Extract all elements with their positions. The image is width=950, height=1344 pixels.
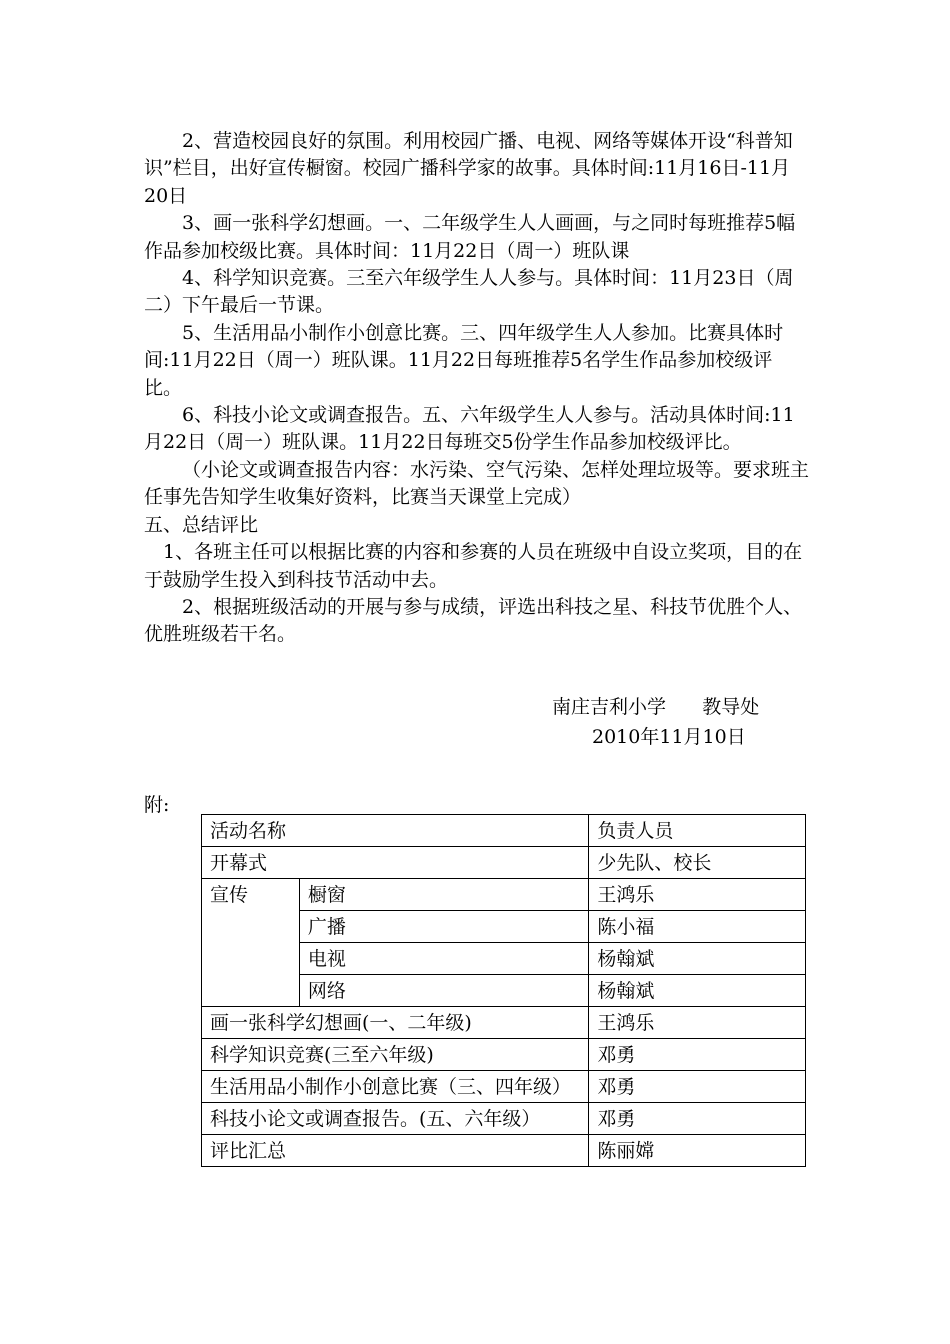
header-activity: 活动名称 bbox=[202, 815, 589, 847]
table-row bbox=[202, 1039, 806, 1071]
paragraph-summary-2: 2、根据班级活动的开展与参与成绩，评选出科技之星、科技节优胜个人、优胜班级若干名。 bbox=[144, 595, 803, 646]
table-row bbox=[202, 1103, 806, 1135]
person-cell: 杨翰斌 bbox=[589, 975, 806, 1007]
paragraph-item-2: 2、营造校园良好的氛围。利用校园广播、电视、网络等媒体开设“科普知识”栏目，出好宣传橱窗。校园广播科学家的故事。具体时间:11月16日-11月20日 bbox=[144, 130, 793, 207]
person-cell: 邓勇 bbox=[589, 1103, 806, 1135]
publicity-item-cell: 网络 bbox=[299, 975, 588, 1007]
table-row bbox=[202, 879, 806, 911]
activity-cell: 生活用品小制作小创意比赛（三、四年级） bbox=[202, 1071, 589, 1103]
paragraph-note: （小论文或调查报告内容：水污染、空气污染、怎样处理垃圾等。要求班主任事先告知学生收集好资料，比赛当天课堂上完成） bbox=[144, 458, 810, 509]
publicity-item-cell: 电视 bbox=[299, 943, 588, 975]
signature-organization: 南庄吉利小学 教导处 bbox=[552, 696, 760, 718]
table-header-row bbox=[202, 815, 806, 847]
paragraph-item-4: 4、科学知识竞赛。三至六年级学生人人参与。具体时间：11月23日（周二）下午最后一节课。 bbox=[144, 267, 794, 317]
person-cell: 邓勇 bbox=[589, 1071, 806, 1103]
activity-cell: 画一张科学幻想画(一、二年级) bbox=[202, 1007, 589, 1039]
person-cell: 少先队、校长 bbox=[589, 847, 806, 879]
attachment-label: 附: bbox=[144, 794, 170, 816]
activity-cell: 科学知识竞赛(三至六年级) bbox=[202, 1039, 589, 1071]
person-cell: 邓勇 bbox=[589, 1039, 806, 1071]
table-row bbox=[202, 847, 806, 879]
paragraph-summary-1: 1、各班主任可以根据比赛的内容和参赛的人员在班级中自设立奖项，目的在于鼓励学生投入到科技节活动中去。 bbox=[144, 541, 803, 591]
table-row bbox=[202, 1135, 806, 1167]
person-cell: 杨翰斌 bbox=[589, 943, 806, 975]
person-cell: 陈丽嫦 bbox=[589, 1135, 806, 1167]
header-person: 负责人员 bbox=[589, 815, 806, 847]
table-row bbox=[202, 1007, 806, 1039]
publicity-group-cell: 宣传 bbox=[202, 879, 300, 1007]
activity-cell: 科技小论文或调查报告。(五、六年级） bbox=[202, 1103, 589, 1135]
publicity-item-cell: 橱窗 bbox=[299, 879, 588, 911]
activity-cell: 开幕式 bbox=[202, 847, 589, 879]
paragraph-item-6: 6、科技小论文或调查报告。五、六年级学生人人参与。活动具体时间:11月22日（周一）班队课。11月22日每班交5份学生作品参加校级评比。 bbox=[144, 404, 795, 454]
paragraph-item-3: 3、画一张科学幻想画。一、二年级学生人人画画，与之同时每班推荐5幅作品参加校级比赛。具体时间：11月22日（周一）班队课 bbox=[144, 212, 796, 262]
person-cell: 陈小福 bbox=[589, 911, 806, 943]
section-heading-summary: 五、总结评比 bbox=[144, 513, 259, 536]
publicity-item-cell: 广播 bbox=[299, 911, 588, 943]
table-row bbox=[202, 1071, 806, 1103]
person-cell: 王鸿乐 bbox=[589, 879, 806, 911]
person-cell: 王鸿乐 bbox=[589, 1007, 806, 1039]
responsibility-table bbox=[201, 814, 806, 1167]
body-text bbox=[144, 128, 809, 649]
paragraph-item-5: 5、生活用品小制作小创意比赛。三、四年级学生人人参加。比赛具体时间:11月22日（周一）班队课。11月22日每班推荐5名学生作品参加校级评比。 bbox=[144, 321, 784, 399]
activity-cell: 评比汇总 bbox=[202, 1135, 589, 1167]
signature-date: 2010年11月10日 bbox=[592, 726, 746, 748]
